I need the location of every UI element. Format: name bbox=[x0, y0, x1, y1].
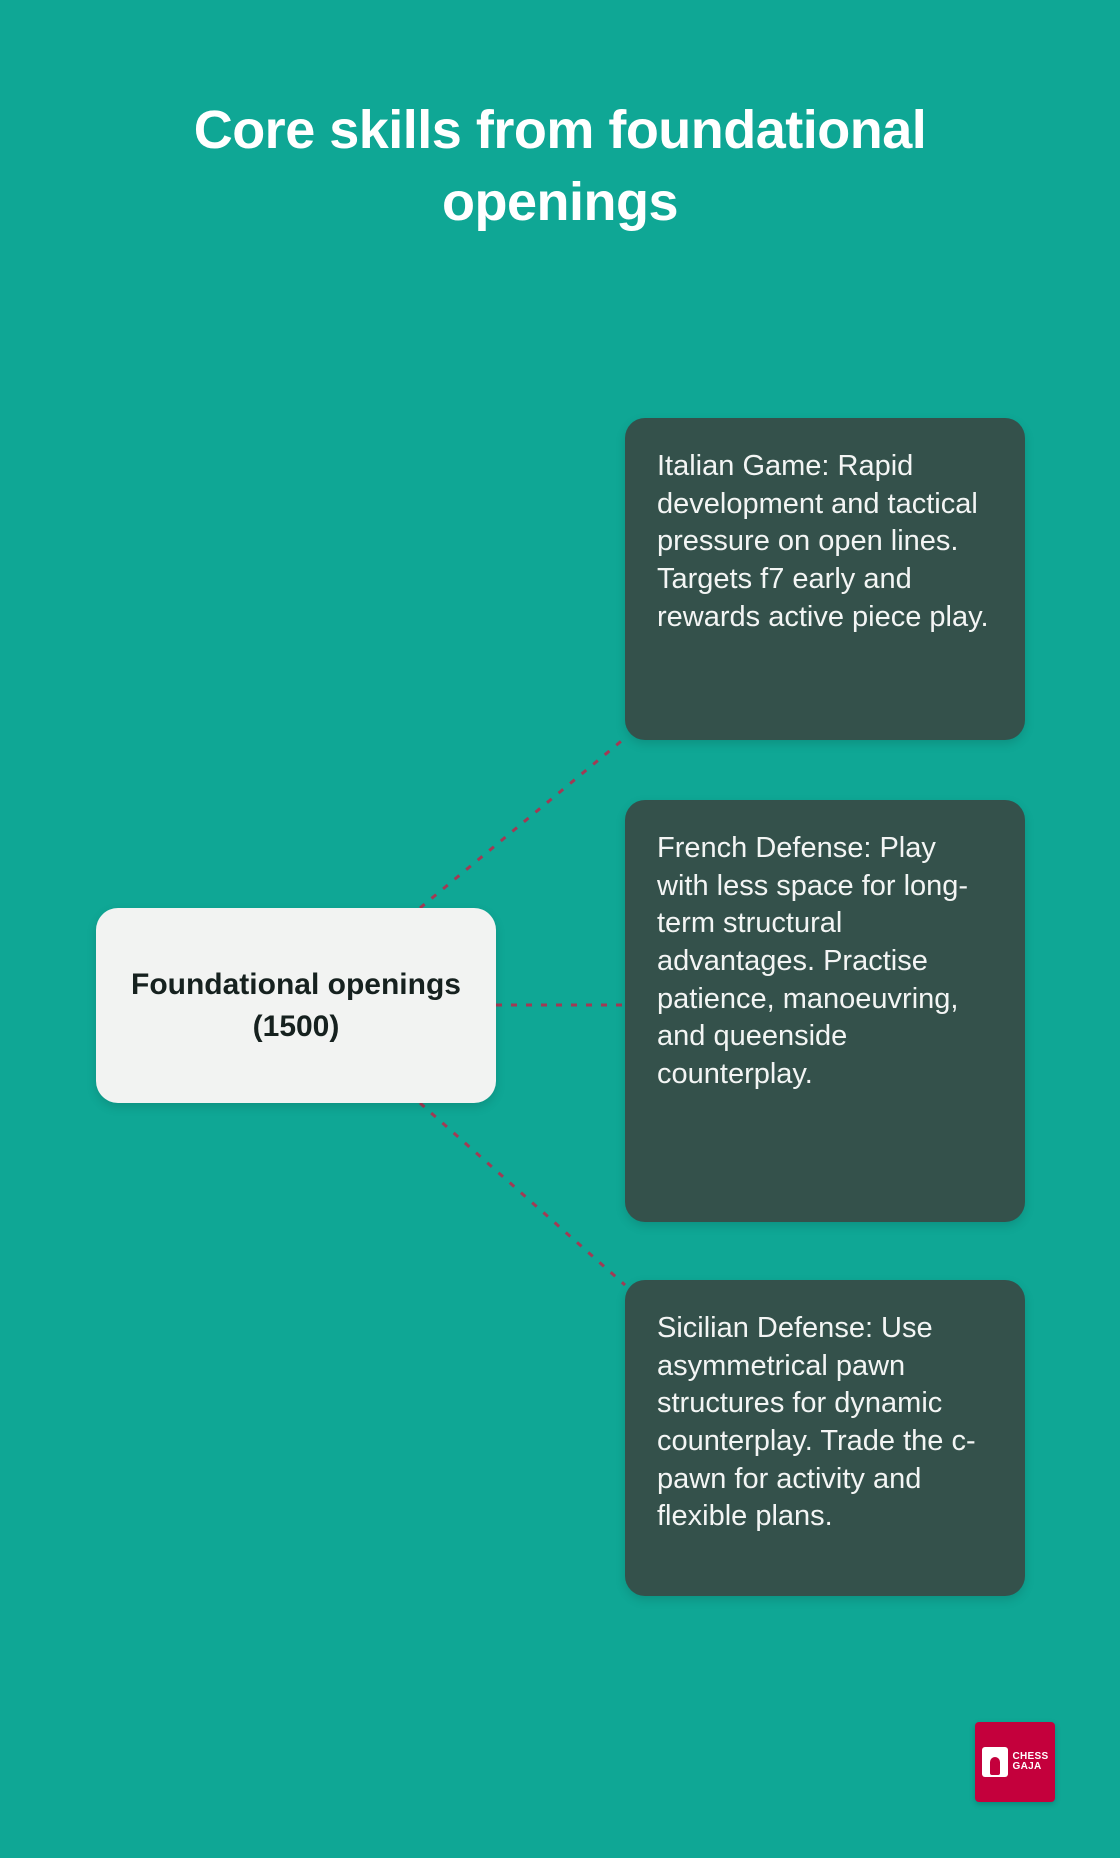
page-title: Core skills from foundational openings bbox=[193, 100, 927, 232]
branch-node-sicilian-defense-text: Sicilian Defense: Use asymmetrical pawn structures for dynamic counterplay. Trade the c-pawn for activity and flexible plans. bbox=[657, 1312, 976, 1533]
brand-logo bbox=[975, 1722, 1055, 1802]
branch-node-sicilian-defense bbox=[625, 1280, 1025, 1596]
brand-logo-line1: CHESS bbox=[1012, 1750, 1049, 1762]
brand-logo-text bbox=[1013, 1752, 1049, 1773]
branch-node-french-defense bbox=[625, 800, 1025, 1222]
chess-pawn-icon bbox=[982, 1747, 1008, 1777]
branch-node-italian-game-text: Italian Game: Rapid development and tactical pressure on open lines. Targets f7 early and rewards active piece play. bbox=[657, 450, 989, 633]
connector-to-sicilian bbox=[420, 1103, 625, 1285]
root-node-label: Foundational openings (1500) bbox=[131, 968, 461, 1043]
chess-pawn-shape bbox=[990, 1757, 1000, 1775]
branch-node-italian-game bbox=[625, 418, 1025, 740]
connector-to-italian bbox=[420, 738, 625, 908]
root-node bbox=[96, 908, 496, 1103]
brand-logo-line2: GAJA bbox=[1012, 1761, 1042, 1772]
branch-node-french-defense-text: French Defense: Play with less space for long-term structural advantages. Practise patience, manoeuvring, and queenside counterplay. bbox=[657, 832, 969, 1091]
